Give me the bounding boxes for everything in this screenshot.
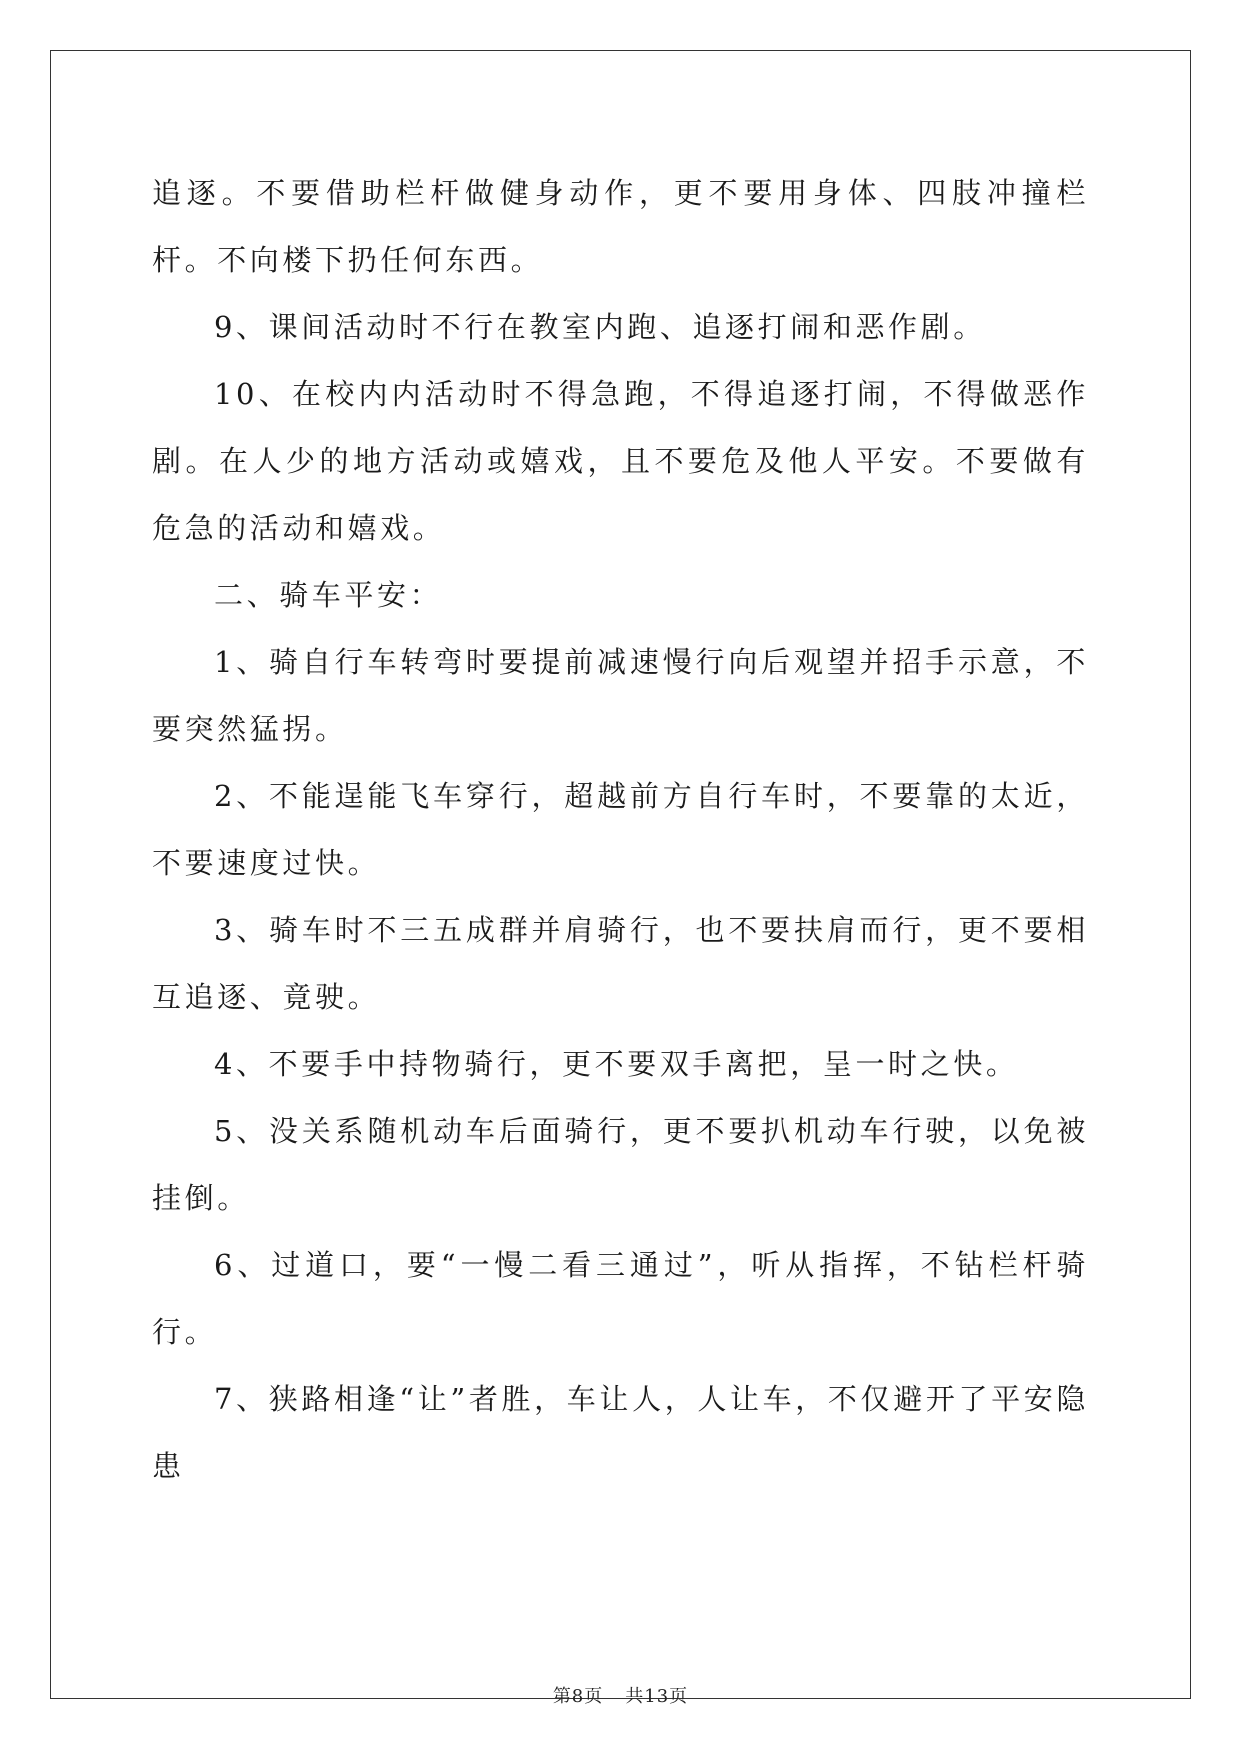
- paragraph-item-6: 6、过道口，要“一慢二看三通过”，听从指挥，不钻栏杆骑行。: [152, 1248, 1089, 1349]
- paragraph-item-7: 7、狭路相逢“让”者胜，车让人，人让车，不仅避开了平安隐患: [152, 1382, 1089, 1483]
- paragraph-item-3: 3、骑车时不三五成群并肩骑行，也不要扶肩而行，更不要相互追逐、竟驶。: [152, 913, 1089, 1014]
- page-footer: [0, 1682, 1241, 1708]
- paragraph-item-4: 4、不要手中持物骑行，更不要双手离把，呈一时之快。: [214, 1047, 1019, 1081]
- paragraph-item-2: 2、不能逞能飞车穿行，超越前方自行车时，不要靠的太近，不要速度过快。: [152, 779, 1089, 880]
- paragraph-item-10: 10、在校内内活动时不得急跑，不得追逐打闹，不得做恶作剧。在人少的地方活动或嬉戏，且不要危及他人平安。不要做有危急的活动和嬉戏。: [152, 377, 1089, 545]
- paragraph-item-1: 1、骑自行车转弯时要提前减速慢行向后观望并招手示意，不要突然猛拐。: [152, 645, 1089, 746]
- current-page-number: 第8页: [552, 1686, 604, 1707]
- document-body: [152, 160, 1089, 1500]
- paragraph-item-9: 9、课间活动时不行在教室内跑、追逐打闹和恶作剧。: [214, 310, 986, 344]
- total-page-count: 共13页: [625, 1686, 689, 1707]
- paragraph-continuation: 追逐。不要借助栏杆做健身动作，更不要用身体、四肢冲撞栏杆。不向楼下扔任何东西。: [152, 176, 1089, 277]
- section-heading-cycling-safety: 二、骑车平安：: [214, 578, 443, 612]
- paragraph-item-5: 5、没关系随机动车后面骑行，更不要扒机动车行驶，以免被挂倒。: [152, 1114, 1089, 1215]
